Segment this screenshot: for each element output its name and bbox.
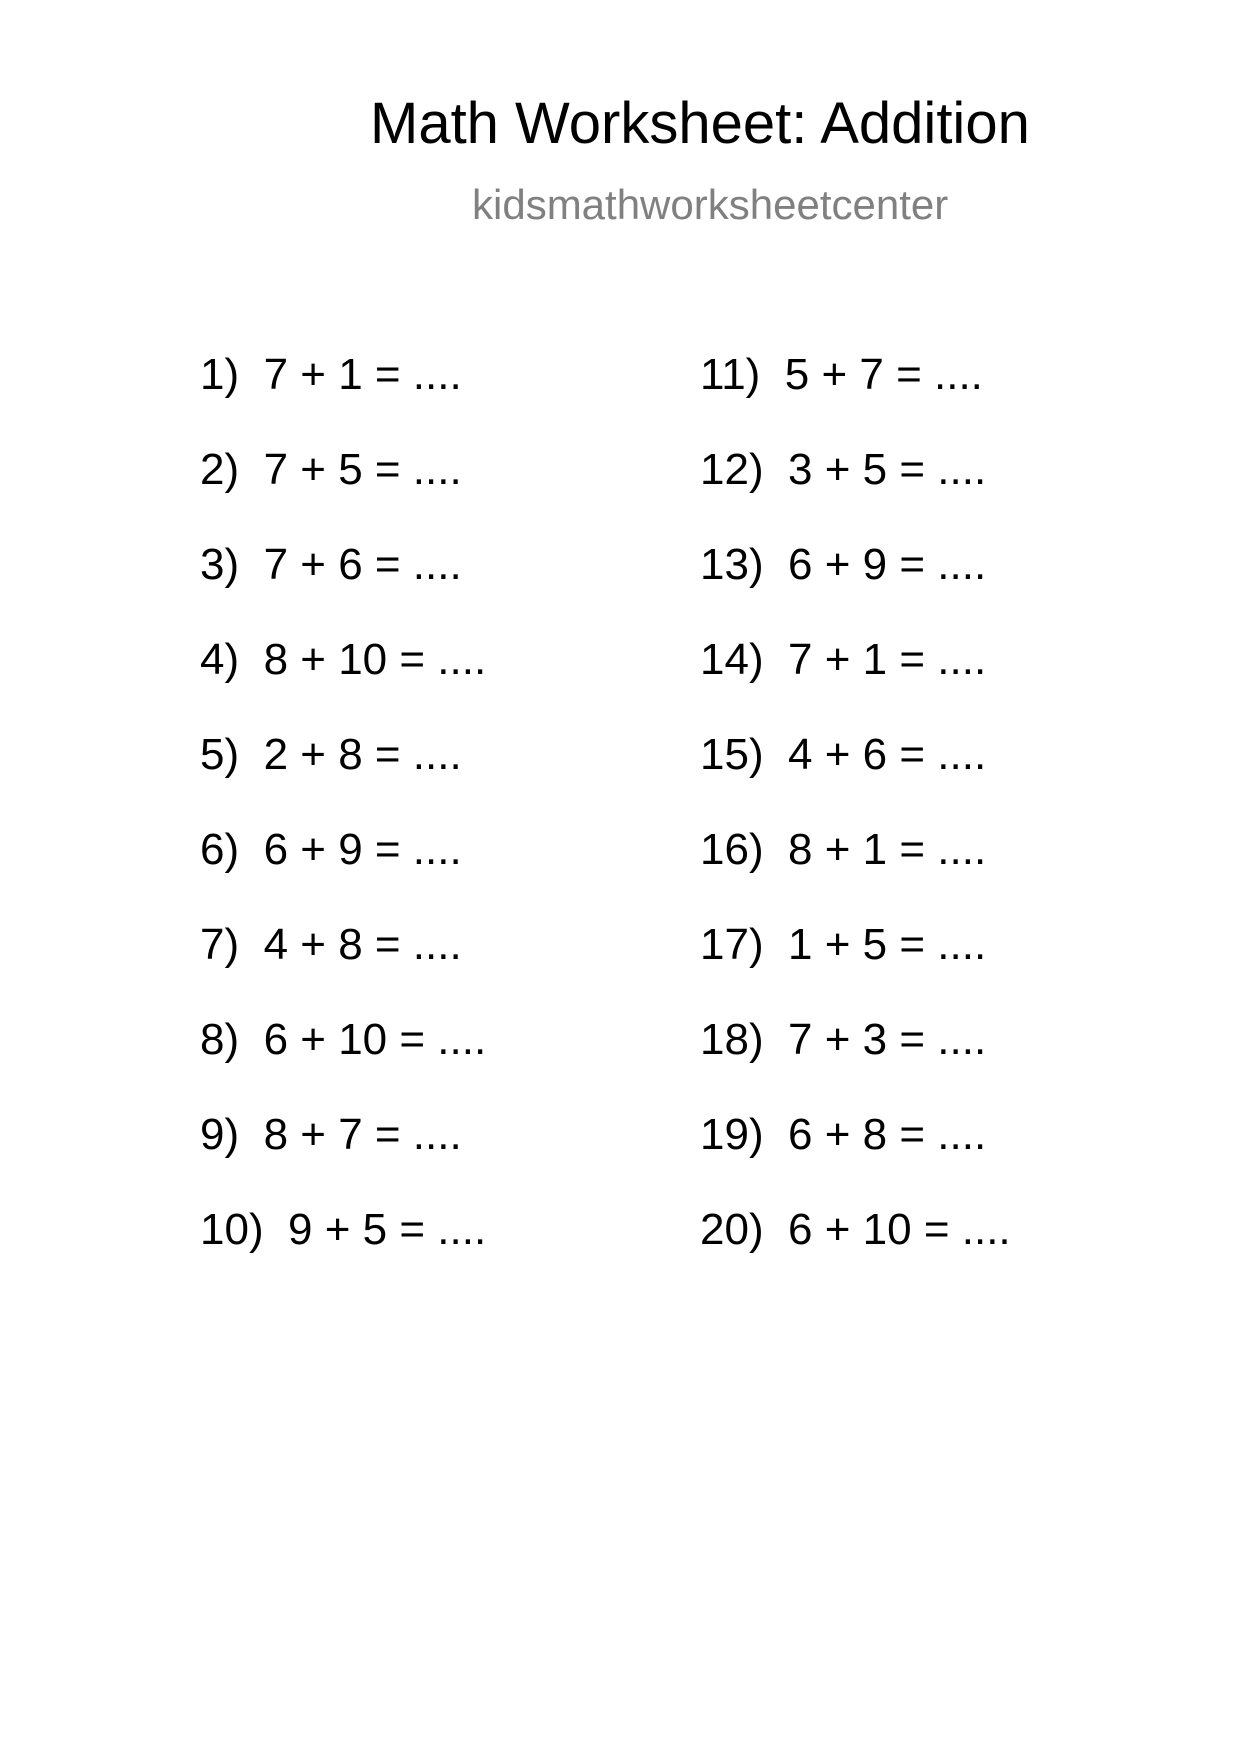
problem-3: 3) 7 + 6 = .... — [200, 540, 462, 589]
problem-20: 20) 6 + 10 = .... — [700, 1205, 1011, 1254]
problem-8: 8) 6 + 10 = .... — [200, 1015, 487, 1064]
problem-11: 11) 5 + 7 = .... — [700, 350, 983, 399]
worksheet-source: kidsmathworksheetcenter — [472, 181, 949, 228]
problem-14: 14) 7 + 1 = .... — [700, 635, 987, 684]
problem-13: 13) 6 + 9 = .... — [700, 540, 987, 589]
problem-4: 4) 8 + 10 = .... — [200, 635, 487, 684]
problem-12: 12) 3 + 5 = .... — [700, 445, 987, 494]
problem-10: 10) 9 + 5 = .... — [200, 1205, 487, 1254]
problem-2: 2) 7 + 5 = .... — [200, 445, 462, 494]
problem-6: 6) 6 + 9 = .... — [200, 825, 462, 874]
problem-5: 5) 2 + 8 = .... — [200, 730, 462, 779]
problem-15: 15) 4 + 6 = .... — [700, 730, 987, 779]
problems-column-right — [700, 350, 1011, 1303]
worksheet-title: Math Worksheet: Addition — [370, 91, 1030, 156]
problem-17: 17) 1 + 5 = .... — [700, 920, 987, 969]
problem-18: 18) 7 + 3 = .... — [700, 1015, 987, 1064]
problem-16: 16) 8 + 1 = .... — [700, 825, 987, 874]
problem-7: 7) 4 + 8 = .... — [200, 920, 462, 969]
problem-19: 19) 6 + 8 = .... — [700, 1110, 987, 1159]
problem-9: 9) 8 + 7 = .... — [200, 1110, 462, 1159]
problems-column-left — [200, 350, 487, 1303]
problem-1: 1) 7 + 1 = .... — [200, 350, 462, 399]
